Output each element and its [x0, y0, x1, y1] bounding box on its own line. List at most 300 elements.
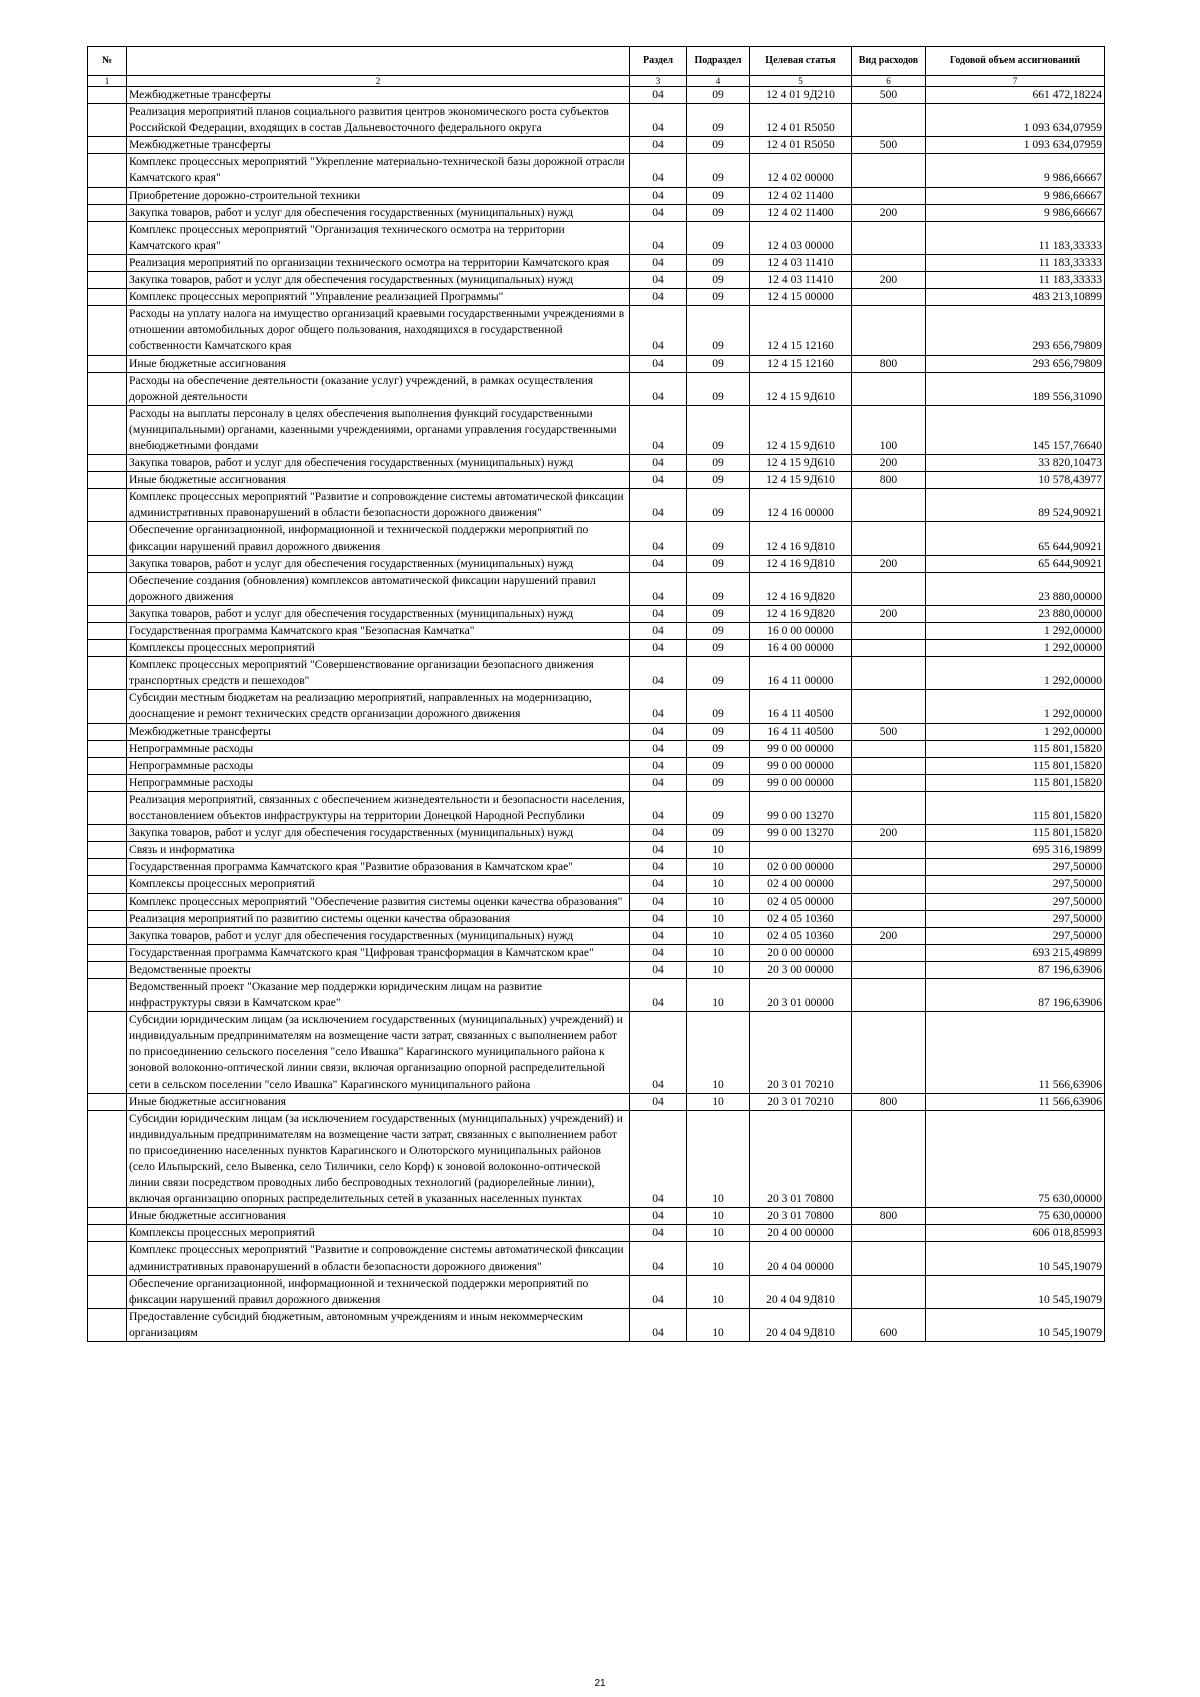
row-number-cell — [88, 757, 127, 774]
section-cell: 04 — [630, 1110, 687, 1208]
item-name-cell: Иные бюджетные ассигнования — [127, 1093, 630, 1110]
expense-type-cell — [852, 289, 926, 306]
row-number-cell — [88, 104, 127, 137]
item-name-cell: Закупка товаров, работ и услуг для обеспечения государственных (муниципальных) нужд — [127, 555, 630, 572]
item-name-cell: Иные бюджетные ассигнования — [127, 472, 630, 489]
section-cell: 04 — [630, 1208, 687, 1225]
column-number: 1 — [88, 76, 127, 87]
row-number-cell — [88, 489, 127, 522]
table-row — [88, 154, 1105, 187]
amount-cell: 11 566,63906 — [926, 1012, 1105, 1093]
item-name-cell: Комплекс процессных мероприятий "Укрепление материально-технической базы дорожной отрасли Камчатского края" — [127, 154, 630, 187]
target-article-cell: 12 4 15 12160 — [750, 355, 852, 372]
table-row — [88, 1242, 1105, 1275]
item-name-cell: Связь и информатика — [127, 842, 630, 859]
target-article-cell: 12 4 01 9Д210 — [750, 87, 852, 104]
subsection-cell: 09 — [687, 791, 750, 824]
subsection-cell: 09 — [687, 104, 750, 137]
expense-type-cell — [852, 657, 926, 690]
header-expense-type: Вид расходов — [852, 47, 926, 76]
table-row — [88, 372, 1105, 405]
row-number-cell — [88, 1275, 127, 1308]
section-cell: 04 — [630, 791, 687, 824]
amount-cell: 65 644,90921 — [926, 555, 1105, 572]
row-number-cell — [88, 272, 127, 289]
target-article-cell: 20 4 00 00000 — [750, 1225, 852, 1242]
subsection-cell: 10 — [687, 893, 750, 910]
expense-type-cell: 500 — [852, 723, 926, 740]
expense-type-cell — [852, 757, 926, 774]
item-name-cell: Реализация мероприятий по организации технического осмотра на территории Камчатского края — [127, 254, 630, 271]
header-num: № — [88, 47, 127, 76]
subsection-cell: 09 — [687, 690, 750, 723]
subsection-cell: 10 — [687, 1110, 750, 1208]
section-cell: 04 — [630, 927, 687, 944]
subsection-cell: 10 — [687, 1242, 750, 1275]
item-name-cell: Иные бюджетные ассигнования — [127, 355, 630, 372]
table-row — [88, 723, 1105, 740]
row-number-cell — [88, 910, 127, 927]
row-number-cell — [88, 355, 127, 372]
row-number-cell — [88, 978, 127, 1011]
row-number-cell — [88, 306, 127, 355]
row-number-cell — [88, 825, 127, 842]
item-name-cell: Непрограммные расходы — [127, 774, 630, 791]
amount-cell: 23 880,00000 — [926, 605, 1105, 622]
amount-cell: 1 093 634,07959 — [926, 104, 1105, 137]
expense-type-cell — [852, 221, 926, 254]
expense-type-cell — [852, 572, 926, 605]
target-article-cell: 20 0 00 00000 — [750, 944, 852, 961]
section-cell: 04 — [630, 555, 687, 572]
expense-type-cell — [852, 774, 926, 791]
item-name-cell: Комплекс процессных мероприятий "Развитие и сопровождение системы автоматической фиксации административных правонарушений в области безопасности дорожного движения" — [127, 1242, 630, 1275]
subsection-cell: 09 — [687, 154, 750, 187]
item-name-cell: Закупка товаров, работ и услуг для обеспечения государственных (муниципальных) нужд — [127, 825, 630, 842]
table-row — [88, 944, 1105, 961]
section-cell: 04 — [630, 859, 687, 876]
item-name-cell: Комплексы процессных мероприятий — [127, 876, 630, 893]
amount-cell: 1 292,00000 — [926, 657, 1105, 690]
section-cell: 04 — [630, 723, 687, 740]
section-cell: 04 — [630, 455, 687, 472]
target-article-cell: 12 4 15 9Д610 — [750, 405, 852, 454]
header-subsection: Подраздел — [687, 47, 750, 76]
amount-cell: 1 292,00000 — [926, 623, 1105, 640]
item-name-cell: Непрограммные расходы — [127, 740, 630, 757]
table-row — [88, 137, 1105, 154]
item-name-cell: Реализация мероприятий, связанных с обеспечением жизнедеятельности и безопасности населения, восстановлением объектов инфраструктуры на территории Донецкой Народной Республики — [127, 791, 630, 824]
target-article-cell: 20 3 01 00000 — [750, 978, 852, 1011]
section-cell: 04 — [630, 774, 687, 791]
target-article-cell: 20 4 04 00000 — [750, 1242, 852, 1275]
section-cell: 04 — [630, 272, 687, 289]
expense-type-cell: 200 — [852, 825, 926, 842]
row-number-cell — [88, 893, 127, 910]
target-article-cell: 99 0 00 00000 — [750, 740, 852, 757]
table-row — [88, 187, 1105, 204]
item-name-cell: Закупка товаров, работ и услуг для обеспечения государственных (муниципальных) нужд — [127, 272, 630, 289]
row-number-cell — [88, 372, 127, 405]
row-number-cell — [88, 640, 127, 657]
item-name-cell: Иные бюджетные ассигнования — [127, 1208, 630, 1225]
section-cell: 04 — [630, 910, 687, 927]
subsection-cell: 09 — [687, 372, 750, 405]
target-article-cell: 12 4 15 9Д610 — [750, 472, 852, 489]
expense-type-cell — [852, 623, 926, 640]
item-name-cell: Закупка товаров, работ и услуг для обеспечения государственных (муниципальных) нужд — [127, 927, 630, 944]
item-name-cell: Реализация мероприятий по развитию системы оценки качества образования — [127, 910, 630, 927]
item-name-cell: Расходы на обеспечение деятельности (оказание услуг) учреждений, в рамках осуществления дорожной деятельности — [127, 372, 630, 405]
subsection-cell: 09 — [687, 221, 750, 254]
row-number-cell — [88, 791, 127, 824]
amount-cell: 115 801,15820 — [926, 774, 1105, 791]
subsection-cell: 09 — [687, 254, 750, 271]
subsection-cell: 09 — [687, 272, 750, 289]
section-cell: 04 — [630, 104, 687, 137]
header-row — [88, 47, 1105, 76]
expense-type-cell — [852, 961, 926, 978]
target-article-cell: 99 0 00 00000 — [750, 774, 852, 791]
amount-cell: 293 656,79809 — [926, 306, 1105, 355]
amount-cell: 1 093 634,07959 — [926, 137, 1105, 154]
amount-cell: 189 556,31090 — [926, 372, 1105, 405]
item-name-cell: Комплексы процессных мероприятий — [127, 640, 630, 657]
subsection-cell: 09 — [687, 572, 750, 605]
section-cell: 04 — [630, 825, 687, 842]
target-article-cell: 12 4 16 9Д810 — [750, 555, 852, 572]
row-number-cell — [88, 555, 127, 572]
target-article-cell: 20 3 01 70800 — [750, 1110, 852, 1208]
item-name-cell: Комплекс процессных мероприятий "Совершенствование организации безопасного движения транспортных средств и пешеходов" — [127, 657, 630, 690]
row-number-cell — [88, 1093, 127, 1110]
row-number-cell — [88, 154, 127, 187]
expense-type-cell — [852, 876, 926, 893]
item-name-cell: Непрограммные расходы — [127, 757, 630, 774]
table-row — [88, 740, 1105, 757]
column-number-row — [88, 76, 1105, 87]
section-cell: 04 — [630, 876, 687, 893]
row-number-cell — [88, 657, 127, 690]
target-article-cell: 12 4 01 R5050 — [750, 104, 852, 137]
row-number-cell — [88, 723, 127, 740]
item-name-cell: Приобретение дорожно-строительной техники — [127, 187, 630, 204]
target-article-cell: 12 4 16 00000 — [750, 489, 852, 522]
expense-type-cell — [852, 791, 926, 824]
expense-type-cell — [852, 522, 926, 555]
amount-cell: 115 801,15820 — [926, 825, 1105, 842]
table-row — [88, 355, 1105, 372]
target-article-cell: 12 4 02 11400 — [750, 187, 852, 204]
subsection-cell: 09 — [687, 657, 750, 690]
row-number-cell — [88, 455, 127, 472]
row-number-cell — [88, 405, 127, 454]
section-cell: 04 — [630, 1242, 687, 1275]
amount-cell: 10 545,19079 — [926, 1242, 1105, 1275]
subsection-cell: 10 — [687, 927, 750, 944]
row-number-cell — [88, 1012, 127, 1093]
target-article-cell: 12 4 02 11400 — [750, 204, 852, 221]
subsection-cell: 10 — [687, 1093, 750, 1110]
target-article-cell: 12 4 15 12160 — [750, 306, 852, 355]
expense-type-cell: 200 — [852, 204, 926, 221]
expense-type-cell — [852, 893, 926, 910]
table-row — [88, 859, 1105, 876]
expense-type-cell: 200 — [852, 272, 926, 289]
target-article-cell: 20 3 01 70210 — [750, 1012, 852, 1093]
row-number-cell — [88, 859, 127, 876]
item-name-cell: Закупка товаров, работ и услуг для обеспечения государственных (муниципальных) нужд — [127, 605, 630, 622]
table-row — [88, 555, 1105, 572]
section-cell: 04 — [630, 372, 687, 405]
subsection-cell: 09 — [687, 489, 750, 522]
expense-type-cell — [852, 1012, 926, 1093]
amount-cell: 10 578,43977 — [926, 472, 1105, 489]
amount-cell: 23 880,00000 — [926, 572, 1105, 605]
target-article-cell: 02 4 05 00000 — [750, 893, 852, 910]
item-name-cell: Комплекс процессных мероприятий "Развитие и сопровождение системы автоматической фиксации административных правонарушений в области безопасности дорожного движения" — [127, 489, 630, 522]
column-number: 7 — [926, 76, 1105, 87]
subsection-cell: 09 — [687, 757, 750, 774]
item-name-cell: Комплекс процессных мероприятий "Организация технического осмотра на территории Камчатского края" — [127, 221, 630, 254]
expense-type-cell — [852, 690, 926, 723]
target-article-cell: 20 3 01 70800 — [750, 1208, 852, 1225]
expense-type-cell — [852, 1110, 926, 1208]
section-cell: 04 — [630, 740, 687, 757]
amount-cell: 115 801,15820 — [926, 791, 1105, 824]
row-number-cell — [88, 774, 127, 791]
amount-cell: 115 801,15820 — [926, 740, 1105, 757]
item-name-cell: Обеспечение создания (обновления) комплексов автоматической фиксации нарушений правил дорожного движения — [127, 572, 630, 605]
subsection-cell: 10 — [687, 978, 750, 1011]
table-row — [88, 572, 1105, 605]
target-article-cell: 12 4 03 11410 — [750, 254, 852, 271]
expense-type-cell: 800 — [852, 1208, 926, 1225]
expense-type-cell — [852, 1275, 926, 1308]
row-number-cell — [88, 842, 127, 859]
expense-type-cell: 200 — [852, 927, 926, 944]
amount-cell: 11 566,63906 — [926, 1093, 1105, 1110]
table-row — [88, 522, 1105, 555]
target-article-cell: 12 4 16 9Д820 — [750, 605, 852, 622]
amount-cell: 11 183,33333 — [926, 221, 1105, 254]
subsection-cell: 09 — [687, 825, 750, 842]
item-name-cell: Комплекс процессных мероприятий "Управление реализацией Программы" — [127, 289, 630, 306]
subsection-cell: 10 — [687, 1275, 750, 1308]
item-name-cell: Межбюджетные трансферты — [127, 137, 630, 154]
target-article-cell: 12 4 03 00000 — [750, 221, 852, 254]
row-number-cell — [88, 690, 127, 723]
table-row — [88, 204, 1105, 221]
row-number-cell — [88, 187, 127, 204]
expense-type-cell — [852, 910, 926, 927]
target-article-cell: 99 0 00 00000 — [750, 757, 852, 774]
expense-type-cell — [852, 842, 926, 859]
amount-cell: 11 183,33333 — [926, 254, 1105, 271]
section-cell: 04 — [630, 489, 687, 522]
subsection-cell: 10 — [687, 1012, 750, 1093]
amount-cell: 297,50000 — [926, 910, 1105, 927]
table-row — [88, 927, 1105, 944]
item-name-cell: Комплексы процессных мероприятий — [127, 1225, 630, 1242]
section-cell: 04 — [630, 1093, 687, 1110]
section-cell: 04 — [630, 221, 687, 254]
subsection-cell: 10 — [687, 944, 750, 961]
table-row — [88, 1110, 1105, 1208]
section-cell: 04 — [630, 690, 687, 723]
section-cell: 04 — [630, 893, 687, 910]
section-cell: 04 — [630, 961, 687, 978]
target-article-cell: 02 4 00 00000 — [750, 876, 852, 893]
expense-type-cell — [852, 104, 926, 137]
amount-cell: 297,50000 — [926, 876, 1105, 893]
header-target-article: Целевая статья — [750, 47, 852, 76]
expense-type-cell: 100 — [852, 405, 926, 454]
table-row — [88, 254, 1105, 271]
expense-type-cell: 200 — [852, 555, 926, 572]
table-row — [88, 910, 1105, 927]
row-number-cell — [88, 961, 127, 978]
row-number-cell — [88, 605, 127, 622]
row-number-cell — [88, 1242, 127, 1275]
section-cell: 04 — [630, 355, 687, 372]
target-article-cell: 12 4 02 00000 — [750, 154, 852, 187]
amount-cell: 693 215,49899 — [926, 944, 1105, 961]
expense-type-cell — [852, 1225, 926, 1242]
subsection-cell: 09 — [687, 522, 750, 555]
row-number-cell — [88, 472, 127, 489]
table-row — [88, 104, 1105, 137]
table-row — [88, 455, 1105, 472]
expense-type-cell — [852, 740, 926, 757]
target-article-cell: 16 4 11 00000 — [750, 657, 852, 690]
section-cell: 04 — [630, 640, 687, 657]
subsection-cell: 09 — [687, 623, 750, 640]
expense-type-cell — [852, 978, 926, 1011]
amount-cell: 1 292,00000 — [926, 723, 1105, 740]
amount-cell: 297,50000 — [926, 859, 1105, 876]
target-article-cell: 16 0 00 00000 — [750, 623, 852, 640]
row-number-cell — [88, 204, 127, 221]
column-number: 2 — [127, 76, 630, 87]
amount-cell: 1 292,00000 — [926, 640, 1105, 657]
amount-cell: 145 157,76640 — [926, 405, 1105, 454]
expense-type-cell — [852, 154, 926, 187]
amount-cell: 87 196,63906 — [926, 978, 1105, 1011]
table-row — [88, 221, 1105, 254]
target-article-cell: 12 4 15 00000 — [750, 289, 852, 306]
item-name-cell: Межбюджетные трансферты — [127, 723, 630, 740]
section-cell: 04 — [630, 187, 687, 204]
row-number-cell — [88, 522, 127, 555]
section-cell: 04 — [630, 842, 687, 859]
section-cell: 04 — [630, 87, 687, 104]
amount-cell: 293 656,79809 — [926, 355, 1105, 372]
target-article-cell: 16 4 00 00000 — [750, 640, 852, 657]
section-cell: 04 — [630, 254, 687, 271]
table-row — [88, 876, 1105, 893]
amount-cell: 1 292,00000 — [926, 690, 1105, 723]
target-article-cell: 99 0 00 13270 — [750, 791, 852, 824]
expense-type-cell — [852, 254, 926, 271]
expense-type-cell: 500 — [852, 87, 926, 104]
table-row — [88, 87, 1105, 104]
item-name-cell: Закупка товаров, работ и услуг для обеспечения государственных (муниципальных) нужд — [127, 204, 630, 221]
table-row — [88, 978, 1105, 1011]
section-cell: 04 — [630, 757, 687, 774]
table-row — [88, 272, 1105, 289]
expense-type-cell: 600 — [852, 1308, 926, 1341]
row-number-cell — [88, 289, 127, 306]
target-article-cell: 20 4 04 9Д810 — [750, 1308, 852, 1341]
item-name-cell: Субсидии юридическим лицам (за исключением государственных (муниципальных) учреждений) и индивидуальным предпринимателям на возмещение части затрат, связанных с выполнением работ по присоединению населенных пунктов Карагинского и Олюторского муниципальных районов (село Ильпырский, село Вывенка, село Тиличики, село Корф) к зоновой волоконно-оптической линии связи посредством проводных либо беспроводных технологий (радиорелейные линии), включая организацию опорных распределительных сетей в указанных населенных пунктах — [127, 1110, 630, 1208]
target-article-cell: 16 4 11 40500 — [750, 690, 852, 723]
target-article-cell: 02 0 00 00000 — [750, 859, 852, 876]
subsection-cell: 10 — [687, 910, 750, 927]
column-number: 5 — [750, 76, 852, 87]
target-article-cell: 20 3 01 70210 — [750, 1093, 852, 1110]
item-name-cell: Расходы на выплаты персоналу в целях обеспечения выполнения функций государственными (муниципальными) органами, казенными учреждениями, органами управления государственными внебюджетными фондами — [127, 405, 630, 454]
table-row — [88, 1012, 1105, 1093]
amount-cell: 297,50000 — [926, 893, 1105, 910]
amount-cell: 483 213,10899 — [926, 289, 1105, 306]
expense-type-cell — [852, 187, 926, 204]
amount-cell: 10 545,19079 — [926, 1308, 1105, 1341]
section-cell: 04 — [630, 572, 687, 605]
amount-cell: 9 986,66667 — [926, 154, 1105, 187]
header-annual-amount: Годовой объем ассигнований — [926, 47, 1105, 76]
target-article-cell: 12 4 15 9Д610 — [750, 455, 852, 472]
subsection-cell: 09 — [687, 605, 750, 622]
section-cell: 04 — [630, 1225, 687, 1242]
subsection-cell: 09 — [687, 740, 750, 757]
table-row — [88, 1093, 1105, 1110]
subsection-cell: 10 — [687, 1308, 750, 1341]
column-number: 3 — [630, 76, 687, 87]
table-row — [88, 623, 1105, 640]
amount-cell: 661 472,18224 — [926, 87, 1105, 104]
row-number-cell — [88, 1110, 127, 1208]
expense-type-cell — [852, 306, 926, 355]
item-name-cell: Комплекс процессных мероприятий "Обеспечение развития системы оценки качества образования" — [127, 893, 630, 910]
table-row — [88, 472, 1105, 489]
subsection-cell: 09 — [687, 137, 750, 154]
target-article-cell: 99 0 00 13270 — [750, 825, 852, 842]
amount-cell: 695 316,19899 — [926, 842, 1105, 859]
amount-cell: 33 820,10473 — [926, 455, 1105, 472]
row-number-cell — [88, 740, 127, 757]
table-row — [88, 774, 1105, 791]
table-row — [88, 1275, 1105, 1308]
expense-type-cell: 500 — [852, 137, 926, 154]
table-row — [88, 1208, 1105, 1225]
subsection-cell: 09 — [687, 306, 750, 355]
section-cell: 04 — [630, 1308, 687, 1341]
table-row — [88, 690, 1105, 723]
subsection-cell: 09 — [687, 774, 750, 791]
amount-cell: 9 986,66667 — [926, 187, 1105, 204]
subsection-cell: 09 — [687, 723, 750, 740]
column-number: 4 — [687, 76, 750, 87]
table-row — [88, 289, 1105, 306]
table-row — [88, 893, 1105, 910]
section-cell: 04 — [630, 1012, 687, 1093]
amount-cell: 297,50000 — [926, 927, 1105, 944]
table-row — [88, 961, 1105, 978]
amount-cell: 75 630,00000 — [926, 1110, 1105, 1208]
table-row — [88, 1308, 1105, 1341]
table-row — [88, 791, 1105, 824]
